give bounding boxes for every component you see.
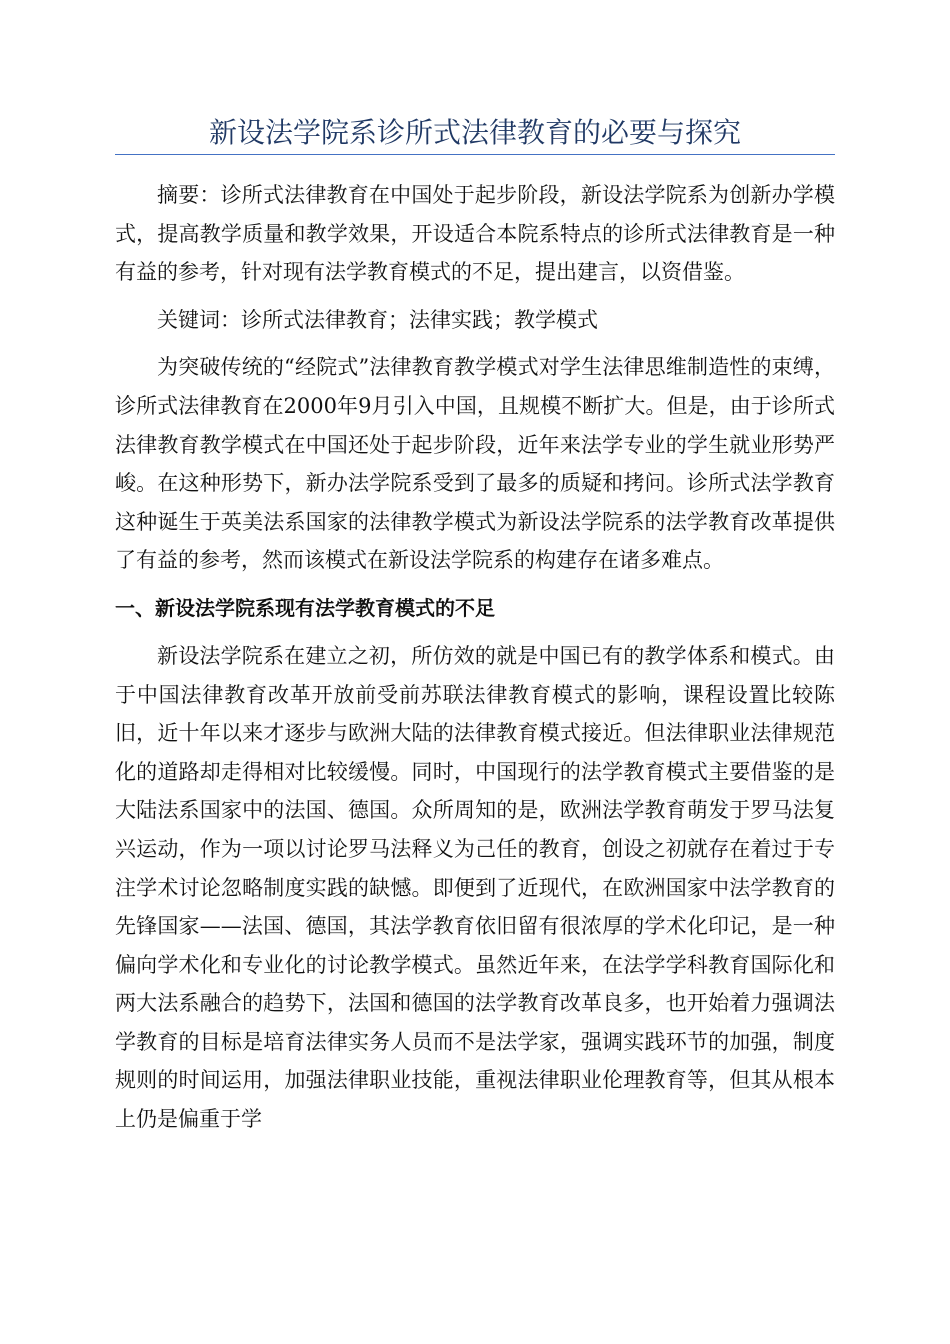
document-body xyxy=(115,176,835,1148)
title-underline xyxy=(115,154,835,155)
document-title: 新设法学院系诊所式法律教育的必要与探究 xyxy=(208,116,741,149)
intro-paragraph: 为突破传统的“经院式”法律教育教学模式对学生法律思维制造性的束缚，诊所式法律教育在2000年9月引入中国，且规模不断扩大。但是，由于诊所式法律教育教学模式在中国还处于起步阶段，近年来法学专业的学生就业形势严峻。在这种形势下，新办法学院系受到了最多的质疑和拷问。诊所式法学教育这种诞生于英美法系国家的法律教学模式为新设法学院系的法学教育改革提供了有益的参考，然而该模式在新设法学院系的构建存在诸多难点。 xyxy=(115,355,835,573)
abstract-paragraph: 摘要：诊所式法律教育在中国处于起步阶段，新设法学院系为创新办学模式，提高教学质量和教学效果，开设适合本院系特点的诊所式法律教育是一种有益的参考，针对现有法学教育模式的不足，提出建言，以资借鉴。 xyxy=(115,183,835,285)
section-heading: 一、新设法学院系现有法学教育模式的不足 xyxy=(115,595,495,620)
section-paragraph: 新设法学院系在建立之初，所仿效的就是中国已有的教学体系和模式。由于中国法律教育改革开放前受前苏联法律教育模式的影响，课程设置比较陈旧，近十年以来才逐步与欧洲大陆的法律教育模式接近。但法律职业法律规范化的道路却走得相对比较缓慢。同时，中国现行的法学教育模式主要借鉴的是大陆法系国家中的法国、德国。众所周知的是，欧洲法学教育萌发于罗马法复兴运动，作为一项以讨论罗马法释义为己任的教育，创设之初就存在着过于专注学术讨论忽略制度实践的缺憾。即便到了近现代，在欧洲国家中法学教育的先锋国家——法国、德国，其法学教育依旧留有很浓厚的学术化印记，是一种偏向学术化和专业化的讨论教学模式。虽然近年来，在法学学科教育国际化和两大法系融合的趋势下，法国和德国的法学教育改革良多，也开始着力强调法学教育的目标是培育法律实务人员而不是法学家，强调实践环节的加强，制度规则的时间运用，加强法律职业技能，重视法律职业伦理教育等，但其从根本上仍是偏重于学 xyxy=(115,643,835,1132)
keywords-paragraph: 关键词：诊所式法律教育；法律实践；教学模式 xyxy=(157,307,598,332)
